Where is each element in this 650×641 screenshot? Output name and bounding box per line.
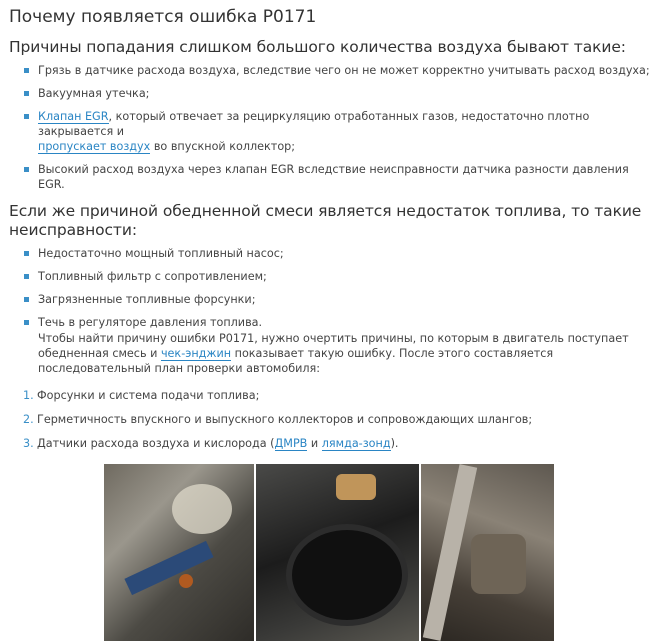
air-leak-link[interactable]: пропускает воздух <box>38 140 151 153</box>
list-item: 2. Герметичность впускного и выпускного коллекторов и сопровождающих шлангов; <box>23 413 533 426</box>
list-item: Вакуумная утечка; <box>23 86 650 101</box>
egr-valve-link[interactable]: Клапан EGR <box>38 110 109 123</box>
fuel-causes-list <box>9 246 650 376</box>
air-causes-list <box>9 63 650 192</box>
photo-fuel-injectors <box>104 464 254 641</box>
section-heading-fuel: Если же причиной обедненной смеси является недостаток топлива, то такие неисправности: <box>9 202 642 239</box>
section-heading-air: Причины попадания слишком большого количества воздуха бывают такие: <box>9 38 626 56</box>
list-item: Загрязненные топливные форсунки; <box>23 292 650 307</box>
page-title: Почему появляется ошибка P0171 <box>9 7 317 27</box>
list-item: Высокий расход воздуха через клапан EGR вследствие неисправности датчика разности давления EGR. <box>23 162 650 192</box>
photo-strip <box>104 464 650 641</box>
lambda-probe-link[interactable]: лямда-зонд <box>321 437 391 450</box>
list-item: Клапан EGR, который отвечает за рециркуляцию отработанных газов, недостаточно плотно закрывается и пропускает воздух во впускной коллектор; <box>23 109 650 154</box>
check-engine-link[interactable]: чек-энджин <box>160 347 232 360</box>
list-item: Недостаточно мощный топливный насос; <box>23 246 650 261</box>
photo-oxygen-sensor <box>421 464 554 641</box>
photo-intake-hose <box>256 464 419 641</box>
list-item: 1. Форсунки и система подачи топлива; <box>23 389 260 402</box>
maf-sensor-link[interactable]: ДМРВ <box>274 437 308 450</box>
diagnosis-paragraph: Чтобы найти причину ошибки P0171, нужно очертить причины, по которым в двигатель поступает обедненная смесь и чек-энджин показывает такую ошибку. После этого составляется последовательный план проверки автомобиля: <box>38 332 629 375</box>
list-item: 3. Датчики расхода воздуха и кислорода (ДМРВ и лямда-зонд). <box>23 437 399 450</box>
check-plan-list <box>9 388 650 451</box>
list-item: Грязь в датчике расхода воздуха, вследствие чего он не может корректно учитывать расход воздуха; <box>23 63 650 78</box>
list-item: Течь в регуляторе давления топлива. Чтобы найти причину ошибки P0171, нужно очертить причины, по которым в двигатель поступает обедненная смесь и чек-энджин показывает такую ошибку. После этого составляется последовательный план проверки автомобиля: <box>23 315 650 376</box>
list-item: Топливный фильтр с сопротивлением; <box>23 269 650 284</box>
